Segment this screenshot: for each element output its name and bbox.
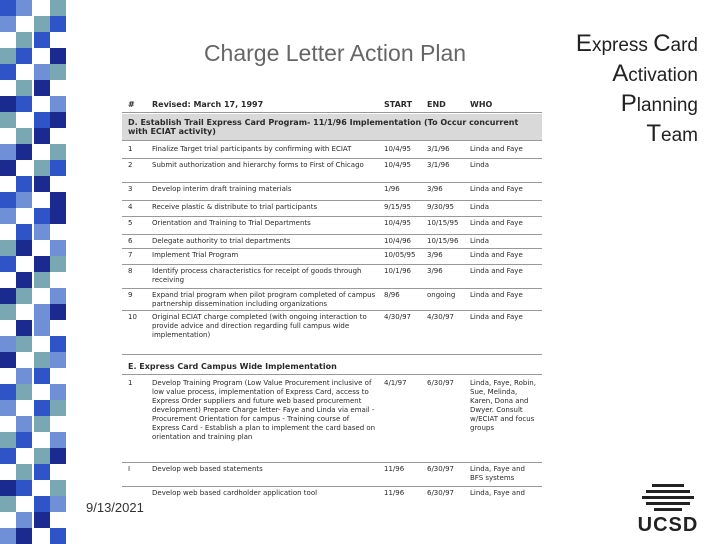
cell-start: 10/4/95 — [384, 219, 411, 227]
cell-end: 6/30/97 — [427, 379, 454, 387]
header-start: START — [384, 100, 413, 109]
sidebar-square — [16, 512, 32, 528]
sidebar-square — [34, 32, 50, 48]
cell-end: 4/30/97 — [427, 313, 454, 321]
sidebar-square — [0, 48, 16, 64]
sidebar-square — [50, 144, 66, 160]
sidebar-square — [16, 480, 32, 496]
sidebar-square — [34, 416, 50, 432]
cell-start: 4/30/97 — [384, 313, 411, 321]
cell-who: Linda and Faye — [470, 267, 523, 275]
cell-start: 9/15/95 — [384, 203, 411, 211]
cell-end: 6/30/97 — [427, 465, 454, 473]
sidebar-square — [0, 384, 16, 400]
cell-task: Delegate authority to trial departments — [152, 237, 291, 245]
team-title — [576, 30, 698, 150]
sidebar-square — [0, 288, 16, 304]
cell-end: ongoing — [427, 291, 456, 299]
sidebar-square — [0, 0, 16, 16]
cell-start: 10/05/95 — [384, 251, 416, 259]
table-row — [122, 248, 542, 265]
cell-who: Linda, Faye and BFS systems — [470, 465, 525, 482]
cell-num: 10 — [128, 313, 137, 321]
sidebar-square — [16, 336, 32, 352]
cell-who: Linda — [470, 203, 490, 211]
cell-end: 3/96 — [427, 267, 443, 275]
cell-num: 9 — [128, 291, 133, 299]
sidebar-square — [50, 528, 66, 544]
sidebar-square — [50, 64, 66, 80]
cell-who: Linda and Faye — [470, 145, 523, 153]
table-row — [122, 462, 542, 487]
sidebar-square — [34, 64, 50, 80]
sidebar-square — [50, 480, 66, 496]
sidebar-square — [34, 176, 50, 192]
cell-end: 10/15/95 — [427, 219, 459, 227]
sidebar-square — [16, 144, 32, 160]
cell-start: 11/96 — [384, 465, 405, 473]
table-row — [122, 234, 542, 249]
sidebar-square — [34, 320, 50, 336]
cell-task: Develop web based cardholder application tool — [152, 489, 318, 497]
cell-who: Linda and Faye — [470, 219, 523, 227]
logo-text: UCSD — [637, 514, 699, 536]
sidebar-square — [0, 528, 16, 544]
sidebar-square — [16, 48, 32, 64]
cell-who: Linda — [470, 237, 490, 245]
sidebar-square — [0, 16, 16, 32]
sidebar-square — [50, 192, 66, 208]
sidebar-square — [0, 64, 16, 80]
table-row — [122, 310, 542, 355]
cell-end: 3/1/96 — [427, 161, 450, 169]
sidebar-square — [50, 256, 66, 272]
cell-task: Original ECIAT charge completed (with ongoing interaction to provide advice and direction regarding full campus wide implementation) — [152, 313, 367, 339]
sidebar-square — [50, 336, 66, 352]
sidebar-square — [16, 224, 32, 240]
section-e-label: E. Express Card Campus Wide Implementation — [128, 362, 337, 371]
sidebar-square — [0, 192, 16, 208]
cell-num: 6 — [128, 237, 133, 245]
sidebar-square — [16, 32, 32, 48]
cell-num: 1 — [128, 145, 133, 153]
sidebar-square — [34, 512, 50, 528]
header-end: END — [427, 100, 446, 109]
sidebar-square — [0, 400, 16, 416]
cell-start: 10/4/96 — [384, 237, 411, 245]
sidebar-square — [16, 192, 32, 208]
cell-end: 3/96 — [427, 251, 443, 259]
sidebar-square — [34, 16, 50, 32]
cell-who: Linda — [470, 161, 490, 169]
sidebar-square — [0, 96, 16, 112]
cell-task: Implement Trial Program — [152, 251, 239, 259]
sidebar-square — [34, 464, 50, 480]
sidebar-square — [0, 256, 16, 272]
scanned-action-plan-table — [122, 92, 542, 500]
sidebar-square — [50, 448, 66, 464]
sidebar-square — [50, 304, 66, 320]
team-title-line: Activation — [612, 60, 698, 87]
sidebar-square — [34, 352, 50, 368]
slide-title: Charge Letter Action Plan — [203, 40, 467, 66]
sidebar-square — [34, 272, 50, 288]
section-d-row — [122, 114, 542, 141]
cell-task: Identify process characteristics for receipt of goods through receiving — [152, 267, 362, 284]
sidebar-square — [50, 384, 66, 400]
cell-who: Linda, Faye, Robin, Sue, Melinda, Karen, Dona and Dwyer. Consult w/ECIAT and focus groups — [470, 379, 536, 432]
sidebar-square — [0, 448, 16, 464]
cell-who: Linda and Faye — [470, 291, 523, 299]
cell-end: 10/15/96 — [427, 237, 459, 245]
decorative-sidebar — [0, 0, 68, 540]
cell-end: 3/1/96 — [427, 145, 450, 153]
sidebar-square — [0, 352, 16, 368]
cell-start: 1/96 — [384, 185, 400, 193]
cell-who: Linda and Faye — [470, 313, 523, 321]
table-row — [122, 182, 542, 201]
cell-who: Linda, Faye and — [470, 489, 525, 497]
cell-task: Expand trial program when pilot program completed of campus partnership dissemination including organizations — [152, 291, 376, 308]
cell-num: 5 — [128, 219, 133, 227]
sidebar-square — [34, 160, 50, 176]
sidebar-square — [16, 272, 32, 288]
team-title-line: Express Card — [575, 30, 698, 57]
team-title-line: Planning — [620, 90, 698, 117]
sidebar-square — [16, 368, 32, 384]
sidebar-square — [50, 496, 66, 512]
sidebar-square — [34, 304, 50, 320]
cell-end: 6/30/97 — [427, 489, 454, 497]
sidebar-square — [16, 0, 32, 16]
cell-who: Linda and Faye — [470, 251, 523, 259]
sidebar-square — [50, 48, 66, 64]
cell-end: 3/96 — [427, 185, 443, 193]
sidebar-square — [50, 432, 66, 448]
sidebar-square — [34, 128, 50, 144]
cell-num: 2 — [128, 161, 133, 169]
sidebar-square — [16, 384, 32, 400]
sidebar-square — [0, 160, 16, 176]
sidebar-square — [0, 480, 16, 496]
section-e-row — [122, 356, 542, 375]
sidebar-square — [16, 96, 32, 112]
sidebar-square — [0, 336, 16, 352]
table-row — [122, 376, 542, 463]
header-num: # — [128, 100, 135, 109]
sidebar-square — [34, 256, 50, 272]
cell-task: Develop web based statements — [152, 465, 263, 473]
cell-task: Develop interim draft training materials — [152, 185, 292, 193]
cell-start: 10/4/95 — [384, 161, 411, 169]
cell-num: 3 — [128, 185, 133, 193]
cell-task: Receive plastic & distribute to trial participants — [152, 203, 318, 211]
table-row — [122, 200, 542, 217]
sidebar-square — [50, 96, 66, 112]
sidebar-square — [0, 432, 16, 448]
cell-task: Finalize Target trial participants by confirming with ECIAT — [152, 145, 352, 153]
sidebar-square — [16, 288, 32, 304]
header-revised: Revised: March 17, 1997 — [152, 100, 264, 109]
sidebar-square — [50, 240, 66, 256]
cell-task: Develop Training Program (Low Value Procurement inclusive of low value process, implementation of Express Card, access to Express Order suppliers and future web based procurement development) Prepare Charge letter- Faye and Linda via email - Procurement Orientation for campus - Training course of Express Card - Establish a plan to implement the card based on orientation and training plan — [152, 379, 376, 441]
sidebar-square — [50, 112, 66, 128]
cell-start: 10/4/95 — [384, 145, 411, 153]
sidebar-square — [34, 400, 50, 416]
table-row — [122, 264, 542, 289]
sidebar-square — [50, 0, 66, 16]
sidebar-square — [50, 208, 66, 224]
table-row — [122, 142, 542, 159]
cell-task: Orientation and Training to Trial Departments — [152, 219, 311, 227]
header-who: WHO — [470, 100, 493, 109]
cell-who: Linda and Faye — [470, 185, 523, 193]
cell-task: Submit authorization and hierarchy forms to First of Chicago — [152, 161, 364, 169]
team-title-line: Team — [646, 120, 698, 147]
cell-num: 4 — [128, 203, 133, 211]
sidebar-square — [16, 128, 32, 144]
sidebar-square — [0, 304, 16, 320]
sidebar-square — [16, 416, 32, 432]
sidebar-square — [50, 352, 66, 368]
section-d-label: D. Establish Trail Express Card Program- 11/1/96 Implementation (To Occur concurrent with ECIAT activity) — [128, 118, 519, 136]
table-header-row — [122, 96, 542, 113]
ucsd-logo — [632, 480, 704, 536]
table-row — [122, 216, 542, 235]
cell-start: 10/1/96 — [384, 267, 411, 275]
sidebar-square — [50, 400, 66, 416]
sidebar-square — [16, 80, 32, 96]
slide-date: 9/13/2021 — [86, 500, 144, 515]
sidebar-square — [0, 240, 16, 256]
sidebar-square — [34, 224, 50, 240]
sidebar-square — [34, 368, 50, 384]
sidebar-square — [50, 16, 66, 32]
sidebar-square — [16, 432, 32, 448]
sidebar-square — [16, 528, 32, 544]
sidebar-square — [0, 496, 16, 512]
cell-num: I — [128, 465, 131, 473]
table-row — [122, 486, 542, 500]
sidebar-square — [0, 112, 16, 128]
cell-num: 8 — [128, 267, 133, 275]
cell-num: 7 — [128, 251, 133, 259]
sidebar-square — [34, 112, 50, 128]
sidebar-square — [50, 288, 66, 304]
cell-start: 4/1/97 — [384, 379, 407, 387]
sidebar-square — [50, 160, 66, 176]
cell-end: 9/30/95 — [427, 203, 454, 211]
sidebar-square — [34, 208, 50, 224]
sidebar-square — [34, 80, 50, 96]
cell-start: 8/96 — [384, 291, 400, 299]
table-row — [122, 158, 542, 183]
cell-start: 11/96 — [384, 489, 405, 497]
sidebar-square — [0, 208, 16, 224]
ucsd-building-icon — [632, 480, 704, 514]
sidebar-square — [16, 240, 32, 256]
sidebar-square — [0, 144, 16, 160]
sidebar-square — [16, 176, 32, 192]
cell-num: 1 — [128, 379, 133, 387]
sidebar-square — [16, 320, 32, 336]
sidebar-square — [16, 464, 32, 480]
sidebar-square — [34, 496, 50, 512]
table-row — [122, 288, 542, 311]
sidebar-square — [34, 448, 50, 464]
